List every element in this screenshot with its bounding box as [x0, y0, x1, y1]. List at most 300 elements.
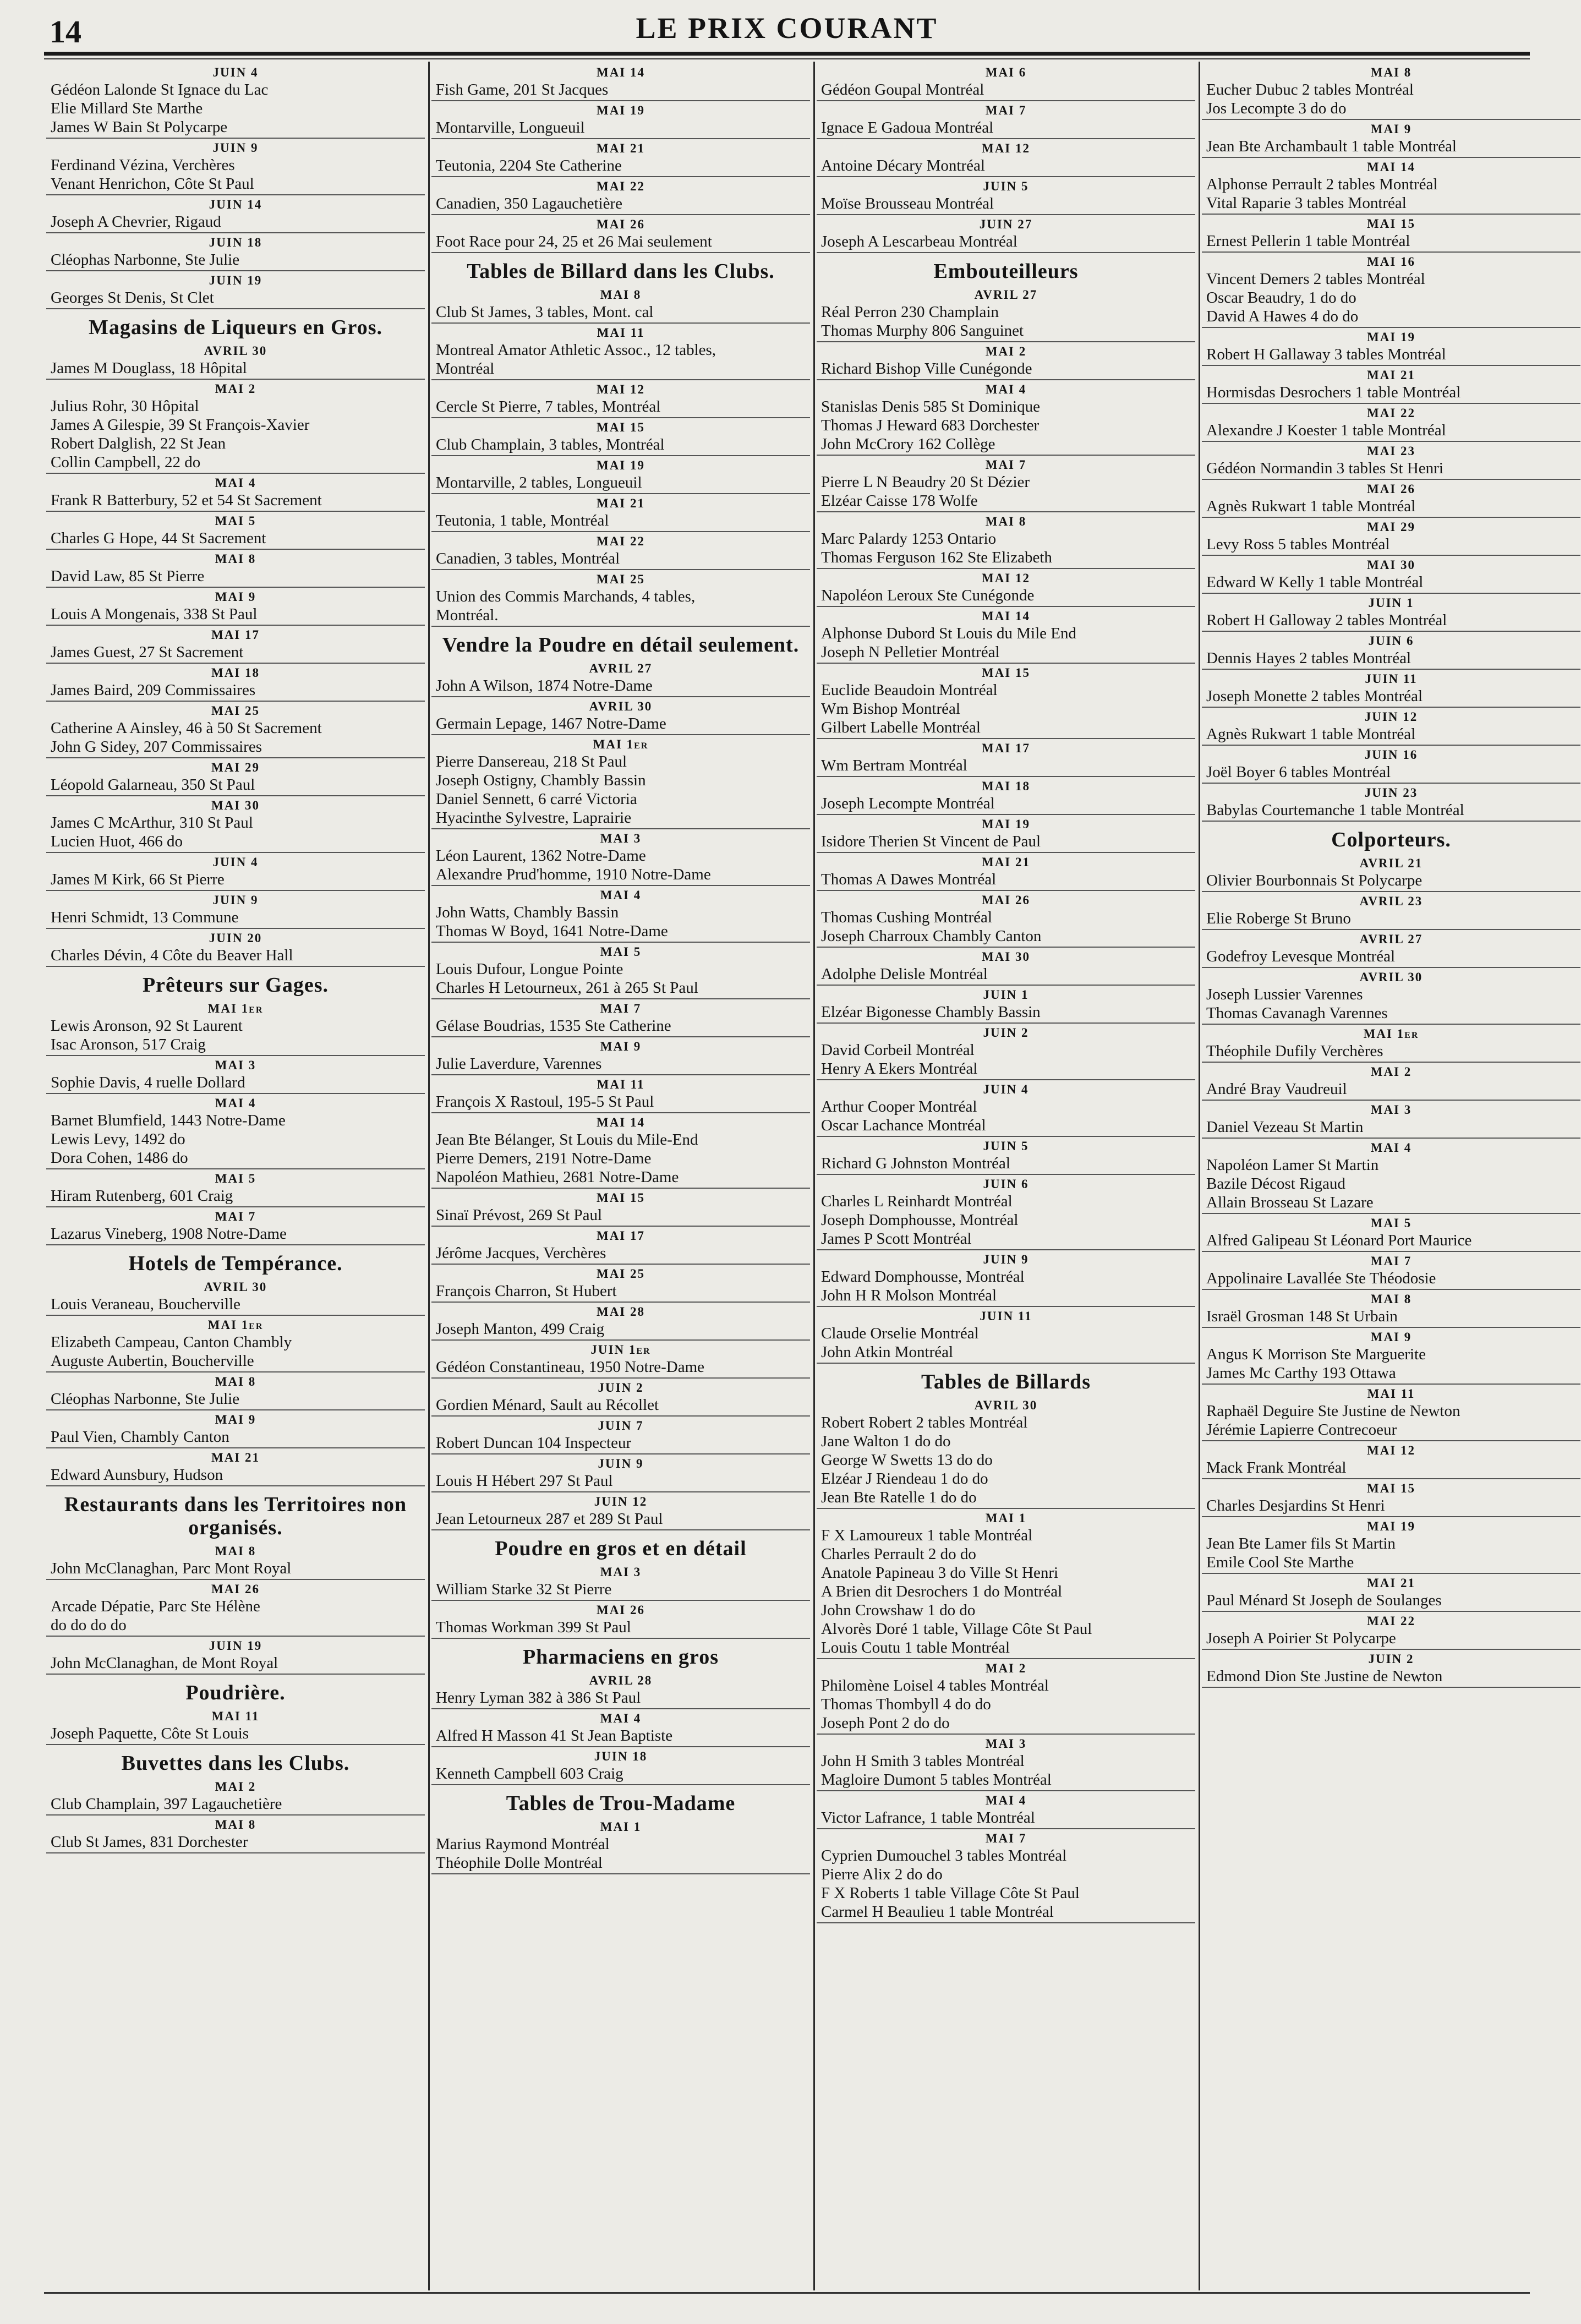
entry-separator [817, 1734, 1195, 1735]
license-entry [46, 1171, 425, 1207]
license-entry [1202, 65, 1580, 120]
entry-name-line: Charles G Hope, 44 St Sacrement [51, 529, 266, 547]
entry-date: MAI 3 [985, 1737, 1027, 1751]
entry-name-line: James M Douglass, 18 Hôpital [51, 359, 247, 377]
entry-name-line: Isac Aronson, 517 Craig [51, 1036, 206, 1053]
entry-name-line: Elzéar Bigonesse Chambly Bassin [821, 1003, 1041, 1021]
entry-date: MAI 15 [1366, 1481, 1416, 1495]
entry-name-line: Joseph A Lescarbeau Montréal [821, 233, 1017, 250]
entry-name-line: John A Wilson, 1874 Notre-Dame [436, 677, 653, 695]
entry-separator [1202, 1327, 1580, 1328]
entry-name-line: Barnet Blumfield, 1443 Notre-Dame [51, 1112, 286, 1129]
entry-name-line: Alphonse Dubord St Louis du Mile End [821, 625, 1076, 642]
entry-separator [817, 738, 1195, 739]
footer-rule [44, 2292, 1530, 2294]
entry-name-line: Thomas W Boyd, 1641 Notre-Dame [436, 922, 668, 940]
entry-separator [46, 1744, 425, 1745]
entry-separator [1202, 1649, 1580, 1650]
license-entry [1202, 1254, 1580, 1290]
entry-name-line: James P Scott Montréal [821, 1230, 972, 1248]
entry-name-line: Levy Ross 5 tables Montréal [1206, 535, 1390, 553]
license-entry [46, 855, 425, 891]
entry-date: MAI 9 [1370, 1330, 1412, 1344]
license-entry [1202, 932, 1580, 968]
entry-name-line: Joseph Paquette, Côte St Louis [51, 1725, 249, 1742]
license-entry [817, 1661, 1195, 1735]
entry-name-line: John H R Molson Montréal [821, 1287, 997, 1304]
entry-name-line: Canadien, 3 tables, Montréal [436, 550, 620, 567]
entry-separator [46, 1244, 425, 1245]
entry-name-line: Jérémie Lapierre Contrecoeur [1206, 1421, 1397, 1439]
entry-name-line: Léon Laurent, 1362 Notre-Dame [436, 847, 646, 865]
entry-name-line: Louis Veraneau, Boucherville [51, 1295, 240, 1313]
license-entry [46, 1638, 425, 1675]
entry-separator [1202, 783, 1580, 784]
license-entry [431, 1456, 810, 1492]
entry-name-line: Joseph A Poirier St Polycarpe [1206, 1629, 1396, 1647]
entry-name-line: Lewis Levy, 1492 do [51, 1130, 185, 1148]
entry-separator [817, 890, 1195, 891]
entry-date: MAI 2 [985, 1661, 1027, 1675]
license-entry [817, 1025, 1195, 1080]
column-4 [1202, 65, 1580, 2288]
entry-name-line: Réal Perron 230 Champlain [821, 303, 999, 321]
entry-separator [46, 757, 425, 758]
license-entry [1202, 520, 1580, 556]
entry-name-line: Israël Grosman 148 St Urbain [1206, 1308, 1398, 1325]
entry-date: MAI 8 [215, 1818, 256, 1831]
entry-name-line: Dennis Hayes 2 tables Montréal [1206, 649, 1412, 667]
entry-date: MAI 14 [596, 65, 645, 79]
entry-separator [46, 928, 425, 929]
entry-date: MAI 17 [211, 628, 260, 642]
entry-separator [1202, 365, 1580, 366]
license-entry [46, 1582, 425, 1637]
entry-name-line: Richard G Johnston Montréal [821, 1155, 1010, 1172]
entry-date: MAI 7 [985, 458, 1027, 472]
entry-separator [817, 252, 1195, 253]
entry-date: AVRIL 21 [1359, 856, 1423, 870]
entry-separator [817, 1306, 1195, 1307]
entry-name-line: Cercle St Pierre, 7 tables, Montréal [436, 398, 661, 415]
entry-name-line: Carmel H Beaulieu 1 table Montréal [821, 1903, 1054, 1921]
entry-name-line: Joseph Lecompte Montréal [821, 795, 995, 812]
entry-name-line: John G Sidey, 207 Commissaires [51, 738, 262, 756]
entry-date: MAI 9 [600, 1040, 642, 1053]
section-heading: Tables de Billard dans les Clubs. [467, 260, 775, 283]
entry-name-line: Henry A Ekers Montréal [821, 1060, 978, 1078]
entry-date: MAI 5 [215, 1172, 256, 1185]
entry-date: MAI 19 [981, 817, 1031, 831]
entry-name-line: Marc Palardy 1253 Ontario [821, 530, 997, 548]
entry-name-line: Charles Perrault 2 do do [821, 1545, 976, 1563]
entry-separator [431, 1112, 810, 1113]
license-entry [431, 420, 810, 456]
entry-date: MAI 5 [600, 945, 642, 959]
entry-name-line: Sinaï Prévost, 269 St Paul [436, 1206, 603, 1224]
entry-separator [431, 1746, 810, 1747]
entry-name-line: John Crowshaw 1 do do [821, 1601, 976, 1619]
entry-separator [1202, 1611, 1580, 1612]
entry-name-line: Collin Campbell, 22 do [51, 453, 201, 471]
license-entry [46, 1412, 425, 1448]
entry-date: MAI 30 [211, 799, 260, 812]
license-entry [817, 665, 1195, 739]
license-entry [431, 1603, 810, 1639]
header-rule-thin [44, 58, 1530, 59]
entry-separator [817, 1249, 1195, 1250]
entry-name-line: Wm Bertram Montréal [821, 757, 967, 774]
entry-date: MAI 7 [215, 1210, 256, 1223]
license-entry [817, 1082, 1195, 1137]
license-entry [431, 944, 810, 999]
license-entry [1202, 1443, 1580, 1479]
entry-separator [817, 776, 1195, 777]
entry-date: MAI 14 [1366, 160, 1416, 174]
entry-date: AVRIL 30 [1359, 970, 1423, 984]
entry-name-line: Isidore Therien St Vincent de Paul [821, 833, 1041, 850]
license-entry [1202, 1216, 1580, 1252]
entry-separator [1202, 1384, 1580, 1385]
entry-name-line: Arcade Dépatie, Parc Ste Hélène [51, 1598, 260, 1615]
entry-name-line: Ernest Pellerin 1 table Montréal [1206, 232, 1410, 250]
license-entry [46, 1096, 425, 1169]
entry-separator [431, 379, 810, 380]
license-entry [1202, 406, 1580, 442]
entry-name-line: Thomas Cavanagh Varennes [1206, 1004, 1388, 1022]
entry-date: MAI 11 [597, 326, 645, 340]
license-entry [1202, 1576, 1580, 1612]
page-number: 14 [50, 14, 81, 50]
entry-name-line: Moïse Brousseau Montréal [821, 195, 994, 212]
license-entry [817, 609, 1195, 664]
entry-date: MAI 4 [600, 888, 642, 902]
column-divider [1199, 62, 1200, 2290]
entry-date: MAI 9 [215, 590, 256, 604]
column-3 [817, 65, 1195, 2288]
entry-date: MAI 8 [985, 515, 1027, 528]
entry-separator [431, 493, 810, 494]
license-entry [817, 514, 1195, 569]
license-entry [431, 325, 810, 380]
license-entry [817, 344, 1195, 380]
entry-date: MAI 9 [215, 1413, 256, 1426]
entry-name-line: Charles Desjardins St Henri [1206, 1497, 1385, 1514]
entry-separator [46, 663, 425, 664]
license-entry [431, 103, 810, 139]
entry-date: JUIN 4 [983, 1082, 1029, 1096]
entry-separator [431, 1226, 810, 1227]
license-entry [1202, 482, 1580, 518]
license-entry [431, 1266, 810, 1303]
license-entry [46, 1374, 425, 1410]
entry-name-line: Pierre Demers, 2191 Notre-Dame [436, 1150, 652, 1167]
license-entry [46, 1279, 425, 1316]
entry-separator [817, 455, 1195, 456]
entry-name-line: Montreal Amator Athletic Assoc., 12 tables, [436, 341, 716, 359]
license-entry [817, 141, 1195, 177]
entry-name-line: Gédéon Normandin 3 tables St Henri [1206, 460, 1443, 477]
entry-name-line: Edward Domphousse, Montréal [821, 1268, 1025, 1286]
entry-separator [46, 1206, 425, 1207]
entry-separator [46, 966, 425, 967]
entry-name-line: Paul Vien, Chambly Canton [51, 1428, 229, 1446]
license-entry [1202, 671, 1580, 708]
license-entry [1202, 1614, 1580, 1650]
entry-name-line: Louis Dufour, Longue Pointe [436, 960, 623, 978]
entry-separator [817, 814, 1195, 815]
entry-date: MAI 4 [985, 382, 1027, 396]
entry-separator [431, 1529, 810, 1530]
entry-name-line: Thomas Ferguson 162 Ste Elizabeth [821, 549, 1052, 566]
license-entry [431, 179, 810, 215]
section-heading: Tables de Billards [921, 1370, 1091, 1393]
entry-name-line: Cléophas Narbonne, Ste Julie [51, 251, 240, 269]
entry-name-line: Canadien, 350 Lagauchetière [436, 195, 622, 212]
entry-date: JUIN 4 [212, 65, 259, 79]
entry-name-line: Alvorès Doré 1 table, Village Côte St Paul [821, 1620, 1092, 1638]
entry-date: MAI 4 [985, 1793, 1027, 1807]
entry-separator [431, 885, 810, 886]
entry-separator [431, 1415, 810, 1417]
entry-name-line: David Corbeil Montréal [821, 1041, 975, 1059]
entry-date: MAI 21 [596, 141, 645, 155]
license-entry [46, 1450, 425, 1486]
license-entry [1202, 1652, 1580, 1688]
entry-separator [46, 1315, 425, 1316]
entry-separator [431, 1453, 810, 1454]
entry-separator [1202, 821, 1580, 822]
license-entry [1202, 595, 1580, 632]
entry-name-line: John McClanaghan, Parc Mont Royal [51, 1560, 292, 1577]
license-entry [431, 1228, 810, 1265]
entry-name-line: Euclide Beaudoin Montréal [821, 681, 998, 699]
entry-separator [431, 828, 810, 829]
license-entry [817, 1793, 1195, 1829]
license-entry [46, 760, 425, 796]
entry-separator [46, 1055, 425, 1056]
entry-separator [817, 1790, 1195, 1791]
license-entry [431, 65, 810, 101]
entry-separator [431, 734, 810, 735]
license-entry [817, 103, 1195, 139]
entry-separator [46, 232, 425, 233]
entry-name-line: Dora Cohen, 1486 do [51, 1149, 188, 1167]
entry-name-line: Alexandre J Koester 1 table Montréal [1206, 422, 1446, 439]
entry-separator [817, 100, 1195, 101]
entry-date: MAI 25 [211, 704, 260, 718]
license-entry [1202, 1064, 1580, 1101]
entry-separator [1202, 517, 1580, 518]
entry-date: JUIN 6 [983, 1177, 1029, 1191]
entry-date: MAI 21 [596, 496, 645, 510]
entry-date: MAI 8 [1370, 65, 1412, 79]
entry-separator [46, 1852, 425, 1853]
entry-name-line: Jérôme Jacques, Verchères [436, 1244, 606, 1262]
license-entry [46, 1544, 425, 1580]
entry-date: MAI 26 [211, 1582, 260, 1596]
license-entry [1202, 1481, 1580, 1517]
license-entry [817, 1177, 1195, 1250]
entry-name-line: Wm Bishop Montréal [821, 700, 960, 718]
entry-separator [431, 1302, 810, 1303]
entry-name-line: James Guest, 27 St Sacrement [51, 643, 244, 661]
entry-name-line: Julie Laverdure, Varennes [436, 1055, 602, 1073]
section-heading: Buvettes dans les Clubs. [121, 1752, 350, 1775]
entry-name-line: Ignace E Gadoua Montréal [821, 119, 994, 136]
license-entry [1202, 1140, 1580, 1214]
entry-separator [1202, 929, 1580, 930]
entry-name-line: Richard Bishop Ville Cunégonde [821, 360, 1032, 378]
entry-name-line: Magloire Dumont 5 tables Montréal [821, 1771, 1052, 1789]
license-entry [817, 1252, 1195, 1307]
entry-name-line: do do do do [51, 1616, 127, 1634]
license-entry [431, 1418, 810, 1454]
entry-separator [1202, 157, 1580, 158]
entry-name-line: Edmond Dion Ste Justine de Newton [1206, 1667, 1443, 1685]
entry-separator [431, 1339, 810, 1341]
license-entry [431, 1494, 810, 1530]
entry-name-line: Hyacinthe Sylvestre, Laprairie [436, 809, 632, 827]
entry-separator [1202, 1024, 1580, 1025]
entry-separator [817, 1079, 1195, 1080]
entry-name-line: Robert Robert 2 tables Montréal [821, 1414, 1028, 1431]
entry-name-line: Lazarus Vineberg, 1908 Notre-Dame [51, 1225, 287, 1243]
license-entry [1202, 1026, 1580, 1063]
entry-date: MAI 7 [985, 1831, 1027, 1845]
entry-separator [46, 379, 425, 380]
license-entry [1202, 368, 1580, 404]
entry-date: MAI 5 [215, 514, 256, 528]
entry-separator [431, 1377, 810, 1379]
entry-date: MAI 4 [215, 1096, 256, 1110]
entry-separator [431, 696, 810, 697]
entry-separator [817, 1022, 1195, 1024]
entry-separator [1202, 1573, 1580, 1574]
entry-name-line: Joël Boyer 6 tables Montréal [1206, 763, 1391, 781]
license-entry [46, 798, 425, 853]
column-divider [428, 62, 430, 2290]
entry-date: JUIN 12 [594, 1495, 648, 1508]
license-entry [1202, 633, 1580, 670]
entry-name-line: Elie Millard Ste Marthe [51, 100, 203, 117]
entry-name-line: Bazile Décost Rigaud [1206, 1175, 1345, 1193]
license-entry [817, 287, 1195, 342]
entry-name-line: Montréal [436, 360, 495, 378]
entry-date: AVRIL 27 [589, 661, 653, 675]
license-entry [431, 1342, 810, 1379]
entry-name-line: Théophile Dolle Montréal [436, 1854, 603, 1872]
entry-separator [431, 252, 810, 253]
entry-name-line: Babylas Courtemanche 1 table Montréal [1206, 801, 1464, 819]
entry-name-line: François Charron, St Hubert [436, 1282, 617, 1300]
entry-date: MAI 29 [1366, 520, 1416, 534]
entry-date: JUIN 11 [1365, 672, 1418, 686]
column-divider [813, 62, 815, 2290]
entry-date: MAI 30 [1366, 558, 1416, 572]
entry-name-line: George W Swetts 13 do do [821, 1451, 993, 1469]
license-entry [46, 381, 425, 474]
entry-separator [431, 626, 810, 627]
entry-name-line: Gélase Boudrias, 1535 Ste Catherine [436, 1017, 671, 1035]
license-entry [1202, 122, 1580, 158]
entry-separator [817, 568, 1195, 569]
entry-date: MAI 26 [596, 217, 645, 231]
entry-name-line: Philomène Loisel 4 tables Montréal [821, 1677, 1049, 1694]
section-heading: Tables de Trou-Madame [506, 1792, 736, 1815]
entry-name-line: Jean Letourneux 287 et 289 St Paul [436, 1510, 663, 1528]
entry-date: JUIN 14 [209, 198, 262, 211]
entry-name-line: Charles Dévin, 4 Côte du Beaver Hall [51, 947, 293, 964]
entry-name-line: Charles L Reinhardt Montréal [821, 1193, 1013, 1210]
entry-date: MAI 6 [985, 65, 1027, 79]
entry-separator [817, 1508, 1195, 1509]
entry-separator [817, 176, 1195, 177]
entry-date: MAI 2 [1370, 1065, 1412, 1079]
entry-name-line: Club Champlain, 3 tables, Montréal [436, 436, 665, 453]
entry-date: MAI 4 [600, 1711, 642, 1725]
entry-date: MAI 8 [600, 288, 642, 302]
entry-date: MAI 17 [596, 1229, 645, 1243]
entry-separator [46, 1409, 425, 1410]
entry-name-line: Lewis Aronson, 92 St Laurent [51, 1017, 243, 1035]
entry-name-line: Joseph Charroux Chambly Canton [821, 927, 1042, 945]
entry-date: JUIN 11 [980, 1309, 1032, 1323]
entry-separator [1202, 745, 1580, 746]
entry-date: MAI 30 [981, 950, 1031, 964]
entry-name-line: Daniel Sennett, 6 carré Victoria [436, 790, 637, 808]
license-entry [46, 931, 425, 967]
entry-separator [431, 100, 810, 101]
entry-separator [431, 1873, 810, 1874]
entry-name-line: Club St James, 3 tables, Mont. cal [436, 303, 654, 321]
license-entry [817, 1511, 1195, 1659]
entry-name-line: Olivier Bourbonnais St Polycarpe [1206, 872, 1423, 889]
entry-name-line: Thomas Workman 399 St Paul [436, 1618, 631, 1636]
license-entry [1202, 160, 1580, 215]
entry-separator [1202, 555, 1580, 556]
header-rule [44, 52, 1530, 56]
entry-date: MAI 9 [1370, 122, 1412, 136]
entry-separator [46, 1674, 425, 1675]
entry-name-line: James Mc Carthy 193 Ottawa [1206, 1364, 1396, 1382]
entry-separator [46, 473, 425, 474]
entry-date: MAI 26 [1366, 482, 1416, 496]
entry-name-line: Club St James, 831 Dorchester [51, 1833, 248, 1851]
entry-separator [46, 549, 425, 550]
license-entry [46, 65, 425, 139]
entry-date: JUIN 1er [590, 1343, 651, 1357]
license-entry [1202, 785, 1580, 822]
entry-separator [817, 1363, 1195, 1364]
section-heading: Pharmaciens en gros [522, 1645, 719, 1669]
entry-date: MAI 12 [981, 141, 1031, 155]
entry-date: MAI 1 [985, 1511, 1027, 1525]
entry-name-line: Pierre L N Beaudry 20 St Dézier [821, 473, 1030, 491]
license-entry [1202, 747, 1580, 784]
entry-date: MAI 19 [1366, 1519, 1416, 1533]
entry-name-line: Jos Lecompte 3 do do [1206, 100, 1347, 117]
entry-separator [1202, 119, 1580, 120]
entry-date: MAI 14 [981, 609, 1031, 623]
entry-date: MAI 11 [211, 1709, 260, 1723]
entry-name-line: Sophie Davis, 4 ruelle Dollard [51, 1074, 245, 1091]
entry-name-line: David A Hawes 4 do do [1206, 308, 1359, 325]
license-entry [46, 1001, 425, 1056]
entry-name-line: Léopold Galarneau, 350 St Paul [51, 776, 255, 794]
entry-date: MAI 4 [1370, 1141, 1412, 1155]
entry-name-line: Edward Aunsbury, Hudson [51, 1466, 223, 1484]
